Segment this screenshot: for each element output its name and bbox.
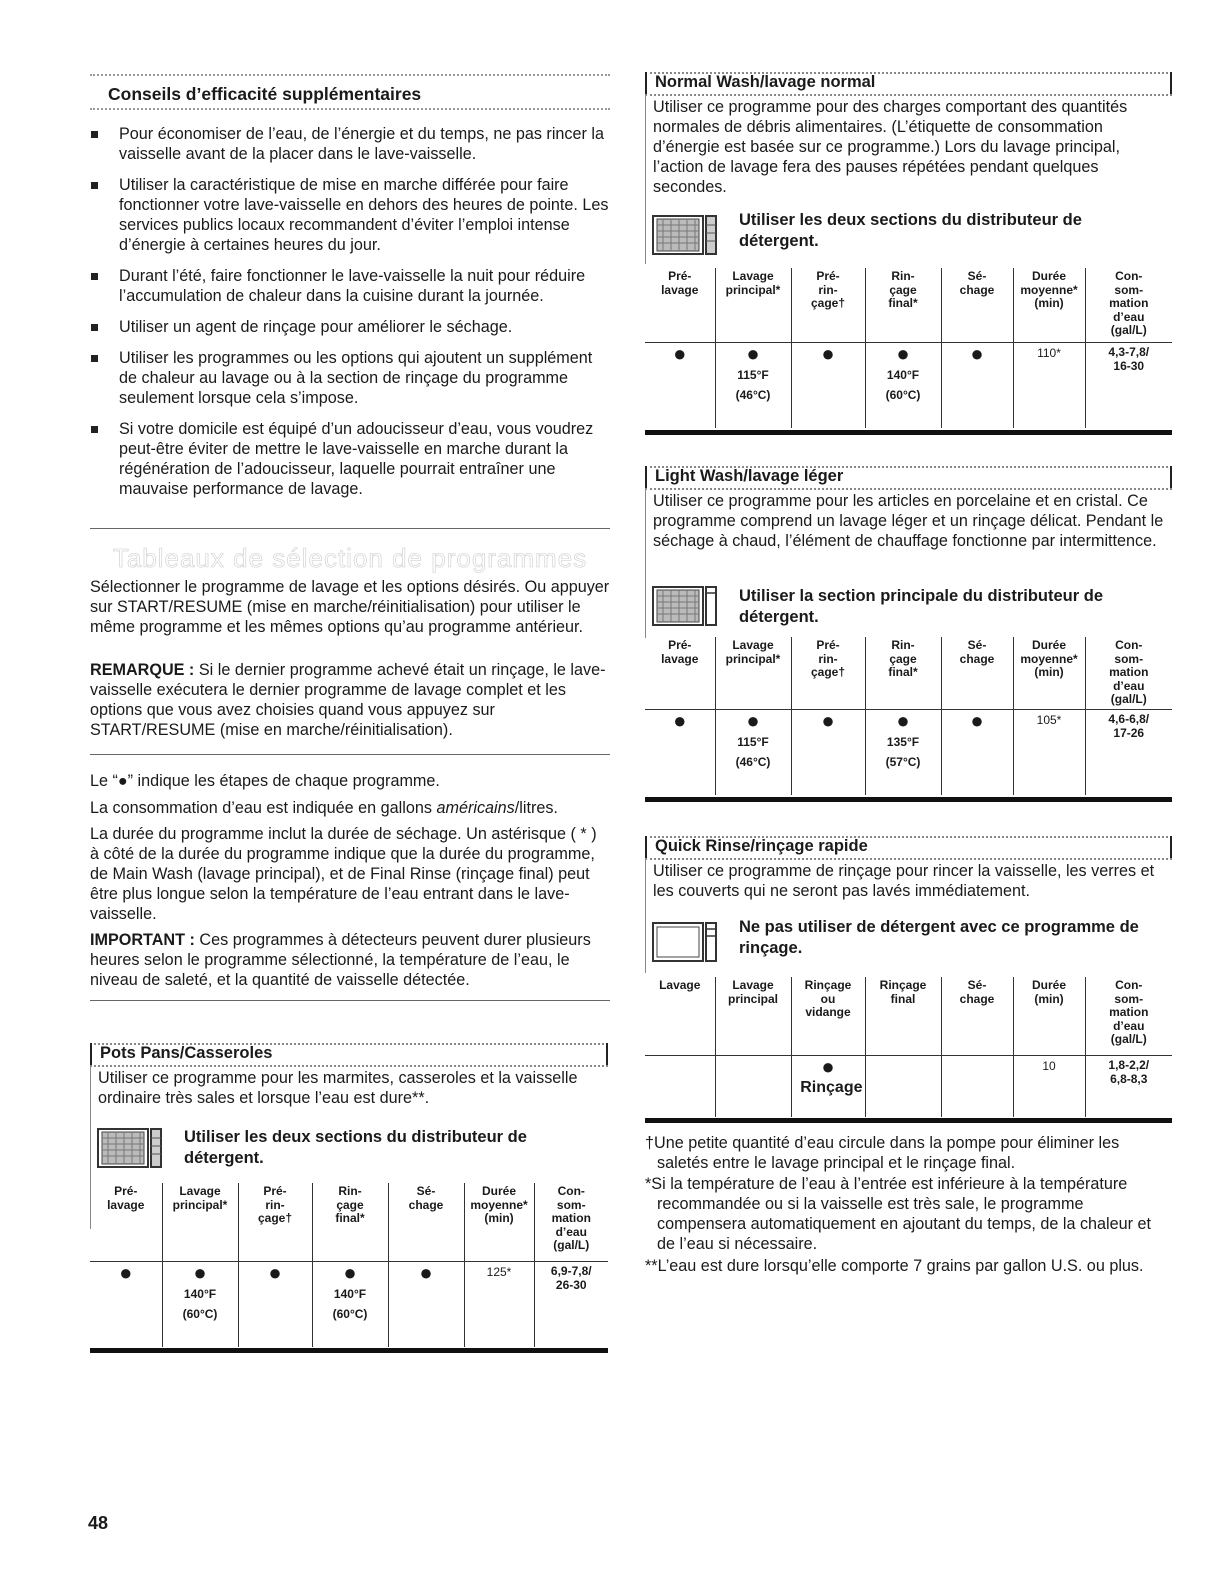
header-duration: Durée moyenne* (min) [1013,268,1085,342]
program-light-wash [645,466,1172,806]
program-table: Pré- lavage Lavage principal* Pré- rin- çage† Rin- çage final* Sé- chage Durée moyenne* (min) Con- som- mation d’eau (gal/L) ● ● 140°F (60°C) ● ● 140°F (60°C) ● 125* 6,9-7,8/ 26-30 [90,1183,608,1347]
water-value: 6,9-7,8/ 26-30 [534,1261,608,1347]
water-value: 4,3-7,8/ 16-30 [1085,342,1172,428]
header-main-wash: Lavage principal* [715,268,791,342]
header-water: Con- som- mation d’eau (gal/L) [534,1183,608,1261]
header-dry: Sé- chage [388,1183,464,1261]
step-dot: ● [821,707,835,733]
detergent-both-icon [96,1126,164,1170]
list-item: Utiliser la caractéristique de mise en marche différée pour faire fonctionner votre lave-vaisselle en dehors des heures de pointe. Les services publics locaux recommandent d’éviter l’emploi intense d’énergie à certaines heures du jour. [90,175,610,255]
header-prerinse: Pré- rin- çage† [238,1183,312,1261]
duration-value: 105* [1013,709,1085,795]
header-dry: Sé- chage [941,977,1013,1055]
step-dot: ● [343,1259,357,1285]
legend-duration: La durée du programme inclut la durée de séchage. Un astérisque ( * ) à côté de la durée du programme indique que la durée du programme, de Main Wash (lavage principal), et de Final Rinse (rinçage final) peut être plus longue selon la température de l’eau entrant dans le lave-vaisselle. [90,825,597,923]
list-item: Utiliser un agent de rinçage pour améliorer le séchage. [90,317,610,337]
header-wash: Lavage [659,978,701,992]
list-item: Pour économiser de l’eau, de l’énergie et du temps, ne pas rincer la vaisselle avant de la placer dans le lave-vaisselle. [90,124,610,164]
program-description: Utiliser ce programme de rinçage pour rincer la vaisselle, les verres et les couverts qui ne seront pas lavés immédiatement. [653,862,1155,900]
header-prerinse: Pré- rin- çage† [791,637,865,709]
header-main-wash: Lavage principal* [715,637,791,709]
step-dot: ● [970,340,984,366]
step-dot: ● [268,1259,282,1285]
header-water: Con- som- mation d’eau (gal/L) [1085,637,1172,709]
duration-value: 110* [1013,342,1085,428]
program-description: Utiliser ce programme pour les articles en porcelaine et en cristal. Ce programme comprend un lavage léger et un rinçage délicat. Pendant le séchage à chaud, l’élément de chauffage fonctionne par intermittence. [653,492,1164,550]
program-title: Normal Wash/lavage normal [655,73,876,91]
list-item: Si votre domicile est équipé d’un adoucisseur d’eau, vous voudrez peut-être éviter de mettre le lave-vaisselle en marche durant la régénération de l’adoucisseur, laquelle pourrait entraîner une mauvaise performance de lavage. [90,419,610,499]
program-table: Pré- lavage Lavage principal* Pré- rin- çage† Rin- çage final* Sé- chage Durée moyenne* (min) Con- som- mation d’eau (gal/L) ● ● 115°F (46°C) ● ● 135°F (57°C) ● 105* 4,6-6,8/ 17-26 [645,637,1172,795]
program-quick-rinse [645,836,1172,1131]
duration-value: 10 [1013,1055,1085,1117]
program-pots-pans [90,1043,608,1353]
header-duration: Durée moyenne* (min) [1013,637,1085,709]
table-bottom-bar [90,1348,608,1353]
header-prewash: Pré- lavage [661,269,699,297]
tips-list [90,124,610,510]
step-dot: ● [746,707,760,733]
divider [90,74,610,76]
step-dot: ● [896,707,910,733]
divider [90,528,610,529]
bullet-icon [91,182,98,189]
water-value: 1,8-2,2/ 6,8-8,3 [1085,1055,1172,1117]
step-dot: ● [970,707,984,733]
detergent-main-icon [651,584,719,628]
step-dot: ● [419,1259,433,1285]
footnote-dagger: †Une petite quantité d’eau circule dans la pompe pour éliminer les saletés entre le lavage principal et le rinçage final. [645,1134,1120,1172]
header-final-rinse: Rin- çage final* [865,637,941,709]
remark-paragraph: REMARQUE : Si le dernier programme achevé était un rinçage, le lave-vaisselle exécutera le dernier programme de lavage complet et les options que vous avez choisies quand vous appuyez sur START/RESUME (mise en marche/réinitialisation). [90,661,606,739]
detergent-both-icon [651,213,719,257]
detergent-note: Utiliser la section principale du distributeur de détergent. [739,587,1103,626]
detergent-none-icon [651,920,719,964]
header-duration: Durée moyenne* (min) [464,1183,534,1261]
important-paragraph: IMPORTANT : Ces programmes à détecteurs peuvent durer plusieurs heures selon le programme sélectionné, la température de l’eau, le niveau de saleté, et la quantité de vaisselle détectée. [90,931,591,989]
program-title: Pots Pans/Casseroles [100,1044,273,1062]
header-rinse-drain: Rinçage ou vidange [791,977,865,1055]
program-title: Quick Rinse/rinçage rapide [655,837,868,855]
header-final-rinse: Rin- çage final* [865,268,941,342]
header-main-wash: Lavage principal [715,977,791,1055]
bullet-icon [91,324,98,331]
step-dot: ● [119,1259,133,1285]
list-item: Utiliser les programmes ou les options qui ajoutent un supplément de chaleur au lavage ou à la section de rinçage du programme seulement lorsque cela s’impose. [90,348,610,408]
step-dot: ● [673,707,687,733]
detergent-note: Ne pas utiliser de détergent avec ce programme de rinçage. [739,918,1139,957]
rinse-label: Rinçage [800,1078,863,1096]
header-duration: Durée (min) [1013,977,1085,1055]
table-bottom-bar [645,797,1172,802]
divider [90,108,610,110]
page-number: 48 [88,1513,109,1533]
water-value: 4,6-6,8/ 17-26 [1085,709,1172,795]
program-title: Light Wash/lavage léger [655,467,844,485]
divider [90,1000,610,1001]
step-dot: ● [193,1259,207,1285]
tips-title: Conseils d’efficacité supplémentaires [108,84,422,104]
detergent-note: Utiliser les deux sections du distributeur de détergent. [739,211,1082,250]
bullet-icon [91,131,98,138]
header-dry: Sé- chage [941,637,1013,709]
duration-value: 125* [464,1261,534,1347]
divider [90,754,610,755]
legend-dot: Le “●” indique les étapes de chaque programme. [90,772,440,790]
header-prewash: Pré- lavage [661,638,699,666]
table-bottom-bar [645,430,1172,435]
legend-water: La consommation d’eau est indiquée en gallons américains/litres. [90,799,558,817]
header-water: Con- som- mation d’eau (gal/L) [1085,268,1172,342]
header-final-rinse: Rinçage final [865,977,941,1055]
header-water: Con- som- mation d’eau (gal/L) [1085,977,1172,1055]
section-title: Tableaux de sélection de programmes [112,543,588,573]
program-description: Utiliser ce programme pour les marmites, casseroles et la vaisselle ordinaire très sales et lorsque l’eau est dure**. [98,1069,578,1107]
table-bottom-bar [645,1118,1172,1123]
detergent-note: Utiliser les deux sections du distributeur de détergent. [184,1128,527,1167]
header-main-wash: Lavage principal* [162,1183,238,1261]
program-table: Pré- lavage Lavage principal* Pré- rin- çage† Rin- çage final* Sé- chage Durée moyenne* (min) Con- som- mation d’eau (gal/L) ● ● 115°F (46°C) ● ● 140°F (60°C) ● 110* 4,3-7,8/ 16-30 [645,268,1172,428]
footnote-asterisk: *Si la température de l’eau à l’entrée est inférieure à la température recommandée ou si la vaisselle est très sale, le programme compensera automatiquement en ajoutant du temps, de la chaleur et de l’eau si nécessaire. [645,1175,1152,1253]
program-table [645,977,1172,1117]
header-final-rinse: Rin- çage final* [312,1183,388,1261]
bullet-icon [91,355,98,362]
bullet-icon [91,273,98,280]
list-item: Durant l’été, faire fonctionner le lave-vaisselle la nuit pour réduire l’accumulation de chaleur dans la cuisine durant la journée. [90,266,610,306]
bullet-icon [91,426,98,433]
header-prewash: Pré- lavage [107,1184,145,1212]
step-dot: ● [821,340,835,366]
program-description: Utiliser ce programme pour des charges comportant des quantités normales de débris alimentaires. (L’étiquette de consommation d’énergie est basée sur ce programme.) Lors du lavage principal, l’action de lavage fera des pauses répétées pendant quelques secondes. [653,98,1128,196]
step-dot: ● [821,1053,835,1079]
selection-intro: Sélectionner le programme de lavage et les options désirés. Ou appuyer sur START/RESUME (mise en marche/réinitialisation) pour utiliser le même programme et les mêmes options qu’au programme antérieur. [90,578,610,636]
program-normal-wash [645,72,1172,437]
header-prerinse: Pré- rin- çage† [791,268,865,342]
step-dot: ● [896,340,910,366]
step-dot: ● [673,340,687,366]
header-dry: Sé- chage [941,268,1013,342]
step-dot: ● [746,340,760,366]
footnote-double-asterisk: **L’eau est dure lorsqu’elle comporte 7 grains par gallon U.S. ou plus. [645,1257,1144,1275]
